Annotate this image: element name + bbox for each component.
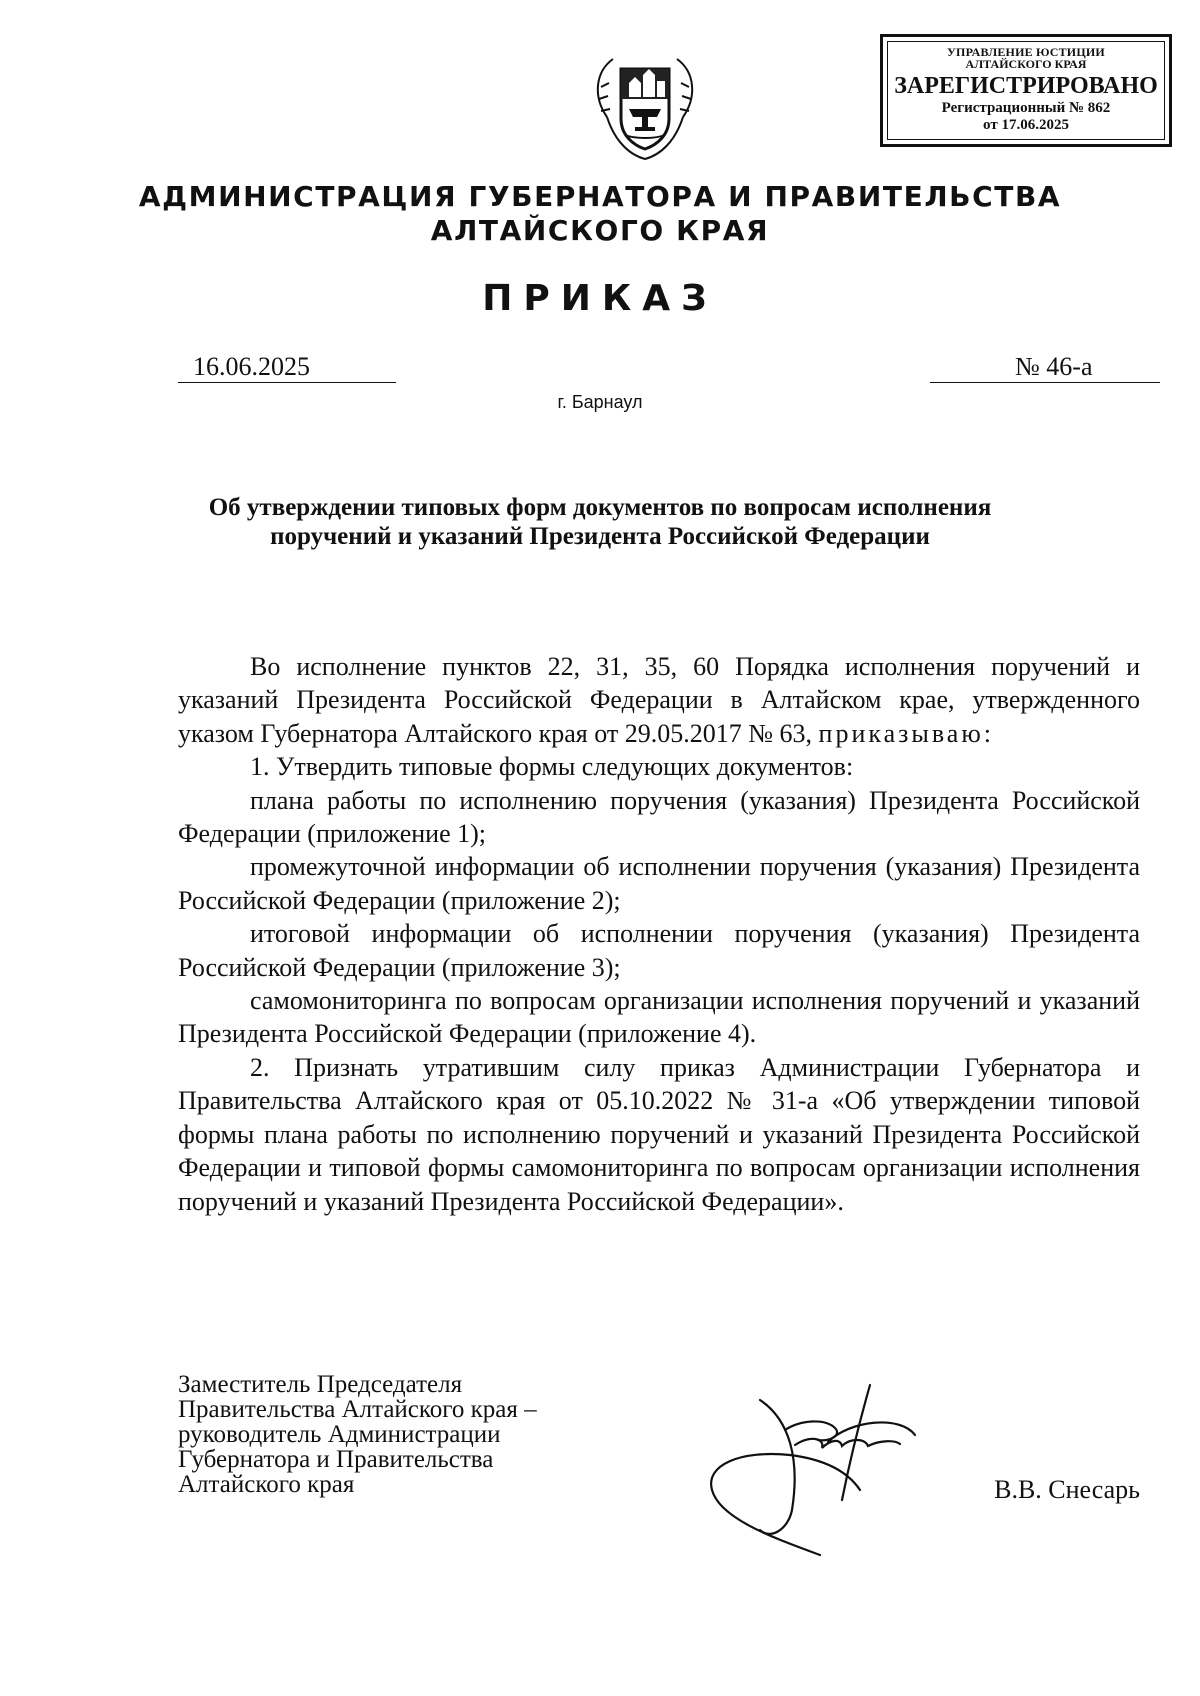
form-item: итоговой информации об исполнении поручения (указания) Президента Российской Федерации (приложение 3); bbox=[178, 919, 1140, 982]
stamp-status: ЗАРЕГИСТРИРОВАНО bbox=[894, 73, 1158, 99]
organization-name-line-2: АЛТАЙСКОГО КРАЯ bbox=[430, 214, 770, 247]
order-word: приказываю: bbox=[818, 718, 994, 748]
position-line: Алтайского края bbox=[178, 1471, 355, 1498]
stamp-reg-date: от 17.06.2025 bbox=[983, 117, 1069, 133]
title-line-2: поручений и указаний Президента Российской Федерации bbox=[270, 523, 930, 550]
position-line: Губернатора и Правительства bbox=[178, 1446, 494, 1473]
position-line: Заместитель Председателя bbox=[178, 1371, 463, 1398]
form-item: самомониторинга по вопросам организации исполнения поручений и указаний Президента Российской Федерации (приложение 4). bbox=[178, 986, 1140, 1049]
document-number: № 46-а bbox=[930, 352, 1160, 383]
form-item: плана работы по исполнению поручения (указания) Президента Российской Федерации (приложение 1); bbox=[178, 785, 1140, 849]
stamp-reg-number: Регистрационный № 862 bbox=[941, 100, 1111, 116]
document-body bbox=[178, 650, 1140, 1218]
document-title bbox=[150, 493, 1050, 551]
item-2: 2. Признать утратившим силу приказ Администрации Губернатора и Правительства Алтайского края от 05.10.2022 № 31-а «Об утверждении типовой формы плана работы по исполнению поручений и указаний Президента Российской Федерации и типовой формы самомониторинга по вопросам организации исполнения поручений и указаний Президента Российской Федерации». bbox=[178, 1052, 1140, 1216]
intro-text: Во исполнение пунктов 22, 31, 35, 60 Порядка исполнения поручений и указаний Президента Российской Федерации в Алтайском крае, утвержденного указом Губернатора Алтайского края от 29.05.2017 № 63, bbox=[178, 652, 1140, 748]
signatory-position bbox=[178, 1372, 537, 1497]
form-item: промежуточной информации об исполнении поручения (указания) Президента Российской Федерации (приложение 2); bbox=[178, 852, 1140, 915]
document-type: ПРИКАЗ bbox=[482, 278, 718, 319]
intro-paragraph bbox=[178, 650, 1140, 750]
item-1: 1. Утвердить типовые формы следующих документов: bbox=[250, 752, 854, 782]
signatory-name: В.В. Снесарь bbox=[994, 1475, 1140, 1504]
organization-name-line-1: АДМИНИСТРАЦИЯ ГУБЕРНАТОРА И ПРАВИТЕЛЬСТВА bbox=[138, 180, 1062, 213]
stamp-line-1: УПРАВЛЕНИЕ ЮСТИЦИИ bbox=[947, 45, 1105, 59]
title-line-1: Об утверждении типовых форм документов по вопросам исполнения bbox=[208, 494, 992, 521]
document-city: г. Барнаул bbox=[557, 392, 643, 412]
position-line: Правительства Алтайского края – bbox=[178, 1396, 537, 1423]
altai-coat-of-arms-icon bbox=[585, 47, 705, 167]
document-date: 16.06.2025 bbox=[178, 352, 396, 383]
position-line: руководитель Администрации bbox=[178, 1421, 501, 1448]
registration-stamp bbox=[880, 34, 1172, 147]
handwritten-signature-icon bbox=[700, 1380, 960, 1560]
stamp-line-2: АЛТАЙСКОГО КРАЯ bbox=[965, 57, 1087, 71]
